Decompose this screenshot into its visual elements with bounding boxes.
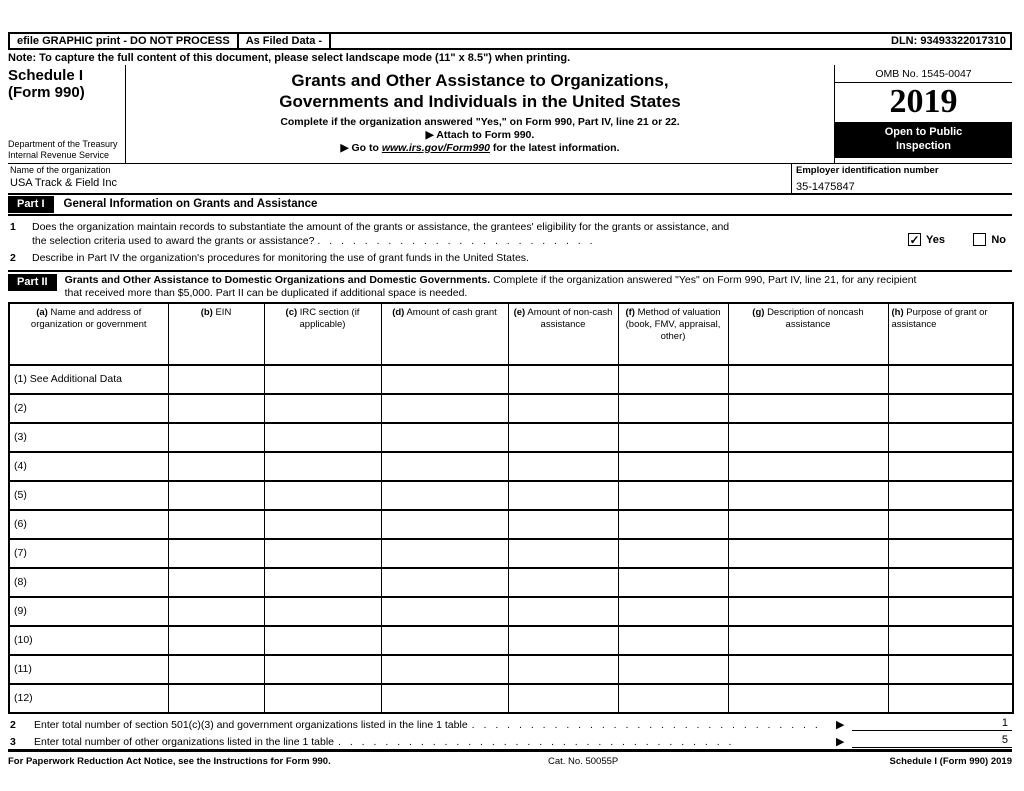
grant-cell [264,423,381,452]
grant-cell [508,655,618,684]
part1-line2 [8,248,1012,270]
org-name-label: Name of the organization [10,164,111,175]
grant-cell [618,452,728,481]
ein-cell [791,164,1012,193]
col-header-name-address: (a) Name and address of organization or government [9,303,168,365]
row-label: (2) [9,394,168,423]
agency-block [8,139,123,161]
grant-cell [888,568,1013,597]
dln-number: DLN: 93493322017310 [891,35,1006,47]
grant-cell [728,568,888,597]
line1-text-part1: Does the organization maintain records to substantiate the amount of the grants or assistance, the grantees' eligibility for the grants or assistance, and [32,220,730,233]
no-label: No [991,233,1006,246]
irs-form990-link[interactable]: www.irs.gov/Form990 [381,141,490,154]
grant-cell [381,655,508,684]
grant-cell [264,365,381,394]
landscape-note: Note: To capture the full content of this document, please select landscape mode (11" x 8.5") when printing. [8,52,571,64]
grant-cell [508,481,618,510]
form-title-line2: Governments and Individuals in the United States [279,92,681,112]
grant-cell [728,452,888,481]
form-number: (Form 990) [8,84,85,102]
grant-cell [618,597,728,626]
row-label: (4) [9,452,168,481]
grant-cell [168,394,264,423]
grant-cell [508,626,618,655]
grant-cell [168,597,264,626]
row-label: (1) See Additional Data [9,365,168,394]
open-to-public-line2: Inspection [895,140,951,153]
grant-cell [168,626,264,655]
grant-cell [508,539,618,568]
omb-number: OMB No. 1545-0047 [835,65,1012,83]
form-title-block [126,65,834,163]
table-row [9,539,1013,568]
grant-cell [264,394,381,423]
grants-table-header-row [9,303,1013,365]
grant-cell [168,365,264,394]
row-label: (3) [9,423,168,452]
line1-number: 1 [10,220,16,233]
grant-cell [381,452,508,481]
grant-cell [728,655,888,684]
grant-cell [264,626,381,655]
table-row [9,626,1013,655]
org-name-value: USA Track & Field Inc [10,176,117,189]
paperwork-notice: For Paperwork Reduction Act Notice, see the Instructions for Form 990. [8,755,331,767]
irs-label: Internal Revenue Service [8,149,110,160]
grant-cell [264,481,381,510]
grant-cell [264,510,381,539]
grant-cell [508,568,618,597]
yes-label: Yes [926,233,945,246]
total-line2-text: Enter total number of section 501(c)(3) and government organizations listed in the line 1 table [34,718,468,731]
dotted-leader: . . . . . . . . . . . . . . . . . . . . . . . . . . . . . . [471,718,818,731]
total-501c3-value: 1 [852,717,1012,731]
schedule-name: Schedule I [8,67,84,84]
grant-cell [618,568,728,597]
grant-cell [168,423,264,452]
grant-cell [381,481,508,510]
grant-cell [264,568,381,597]
table-row [9,423,1013,452]
table-row [9,655,1013,684]
total-line3-text: Enter total number of other organizations listed in the line 1 table [34,735,335,748]
grant-cell [728,423,888,452]
grant-cell [888,626,1013,655]
grant-cell [888,394,1013,423]
omb-block [834,65,1012,163]
table-row [9,684,1013,713]
table-row [9,452,1013,481]
schedule-title [8,67,123,102]
no-checkbox[interactable] [973,233,986,246]
no-option [973,233,1006,247]
col-header-irc-section: (c) IRC section (if applicable) [264,303,381,365]
form-header [8,65,1012,163]
dotted-leader: . . . . . . . . . . . . . . . . . . . . . . . . . . . . . . . . . . [338,735,732,748]
grant-cell [728,481,888,510]
grant-cell [618,655,728,684]
grant-cell [381,394,508,423]
grant-cell [728,365,888,394]
grant-cell [381,568,508,597]
grant-cell [888,684,1013,713]
grant-cell [381,423,508,452]
attach-text: Attach to Form 990. [436,128,535,141]
ein-value: 35-1475847 [796,180,855,193]
grant-cell [264,684,381,713]
grant-cell [508,597,618,626]
row-label: (6) [9,510,168,539]
part2-title [65,274,917,300]
part2-header-bar [8,270,1012,302]
grant-cell [618,510,728,539]
grant-cell [264,452,381,481]
line1-text-part2 [32,234,908,248]
grant-cell [168,655,264,684]
grant-cell [168,481,264,510]
grant-cell [264,539,381,568]
grant-cell [381,510,508,539]
grant-cell [728,626,888,655]
part1-tab: Part I [8,196,54,213]
grant-cell [264,655,381,684]
total-line2-number: 2 [10,718,16,731]
row-label: (12) [9,684,168,713]
efile-banner [8,32,1012,50]
table-row [9,510,1013,539]
grant-cell [168,539,264,568]
grant-cell [381,539,508,568]
open-to-public-badge [835,122,1012,158]
goto-line [126,142,834,154]
as-filed-data-label: As Filed Data - [239,34,331,48]
line1-question-tail: the selection criteria used to award the grants or assistance? [32,234,315,247]
grant-cell [888,655,1013,684]
grant-cell [618,423,728,452]
grants-table [8,302,1014,714]
grant-cell [728,597,888,626]
grant-cell [168,568,264,597]
line2-text: Describe in Part IV the organization's procedures for monitoring the use of grant funds in the United States. [32,251,529,264]
table-row [9,394,1013,423]
grant-cell [618,394,728,423]
grant-cell [381,597,508,626]
table-row [9,481,1013,510]
form-title [126,70,834,113]
grant-cell [508,684,618,713]
efile-print-label: efile GRAPHIC print - DO NOT PROCESS [10,34,239,48]
yes-checkbox[interactable]: ✓ [909,232,920,247]
grant-cell [728,684,888,713]
col-header-cash-grant: (d) Amount of cash grant [381,303,508,365]
total-other-orgs-line [8,732,1012,748]
org-name-cell [8,164,791,193]
grant-cell [888,597,1013,626]
grant-cell [888,539,1013,568]
grant-cell [888,365,1013,394]
line2-number: 2 [10,251,16,264]
goto-prefix: Go to [351,141,382,154]
arrow-icon: ▶ [340,141,349,154]
org-identity-row [8,163,1012,195]
grant-cell [618,626,728,655]
grant-cell [888,452,1013,481]
grant-cell [728,510,888,539]
grant-cell [168,684,264,713]
grant-cell [728,539,888,568]
grant-cell [508,452,618,481]
grant-cell [618,539,728,568]
row-label: (9) [9,597,168,626]
dotted-leader: . . . . . . . . . . . . . . . . . . . . . . . . [317,234,593,247]
form-content [8,32,1012,767]
form-bottom-rule [8,749,1012,752]
form-footer [8,756,1012,767]
grant-cell [618,481,728,510]
arrow-icon: ▶ [425,128,434,141]
grant-cell [264,597,381,626]
grant-cell [618,684,728,713]
form-id-block [8,65,126,163]
arrow-icon: ▶ [836,735,845,748]
part2-tab: Part II [8,274,57,291]
grant-cell [508,365,618,394]
line1-question [32,220,908,248]
schedule-footer-label: Schedule I (Form 990) 2019 [889,755,1012,767]
table-row [9,597,1013,626]
grant-cell [168,510,264,539]
grant-cell [888,423,1013,452]
dept-treasury-label: Department of the Treasury [8,139,118,149]
form-title-line1: Grants and Other Assistance to Organizations, [291,71,669,90]
col-header-valuation-method: (f) Method of valuation (book, FMV, appraisal, other) [618,303,728,365]
part2-title-rest: Complete if the organization answered "Yes" on Form 990, Part IV, line 21, for any recipient [493,273,917,286]
arrow-icon: ▶ [836,718,845,731]
grant-cell [381,626,508,655]
table-row [9,568,1013,597]
part2-title-bold: Grants and Other Assistance to Domestic Organizations and Domestic Governments. [64,273,491,286]
row-label: (11) [9,655,168,684]
yes-no-answer [908,220,1012,248]
part2-title-line1 [65,274,917,287]
grant-cell [508,510,618,539]
part1-title: General Information on Grants and Assistance [63,198,318,211]
yes-option [908,233,945,247]
grant-cell [168,452,264,481]
row-label: (5) [9,481,168,510]
tax-year: 2019 [889,83,958,120]
col-header-ein: (b) EIN [168,303,264,365]
row-label: (7) [9,539,168,568]
grant-cell [618,365,728,394]
col-header-purpose: (h) Purpose of grant or assistance [888,303,1013,365]
part1-line1 [8,216,1012,248]
open-to-public-line1: Open to Public [884,126,963,138]
part2-title-line2: that received more than $5,000. Part II can be duplicated if additional space is needed. [64,286,468,299]
total-501c3-line [8,715,1012,731]
row-label: (8) [9,568,168,597]
ein-label: Employer identification number [796,164,939,176]
grant-cell [728,394,888,423]
grant-cell [508,394,618,423]
form-subtitle: Complete if the organization answered "Yes," on Form 990, Part IV, line 21 or 22. [280,115,680,128]
total-other-orgs-value: 5 [852,734,1012,748]
part1-header-bar [8,195,1012,216]
col-header-noncash-description: (g) Description of noncash assistance [728,303,888,365]
grant-cell [888,481,1013,510]
grant-cell [508,423,618,452]
grant-cell [381,365,508,394]
goto-suffix: for the latest information. [489,141,620,154]
table-row [9,365,1013,394]
catalog-number: Cat. No. 50055P [548,755,619,767]
col-header-noncash-amount: (e) Amount of non-cash assistance [508,303,618,365]
total-line3-number: 3 [10,735,16,748]
attach-line [126,129,834,141]
row-label: (10) [9,626,168,655]
grant-cell [381,684,508,713]
grant-cell [888,510,1013,539]
